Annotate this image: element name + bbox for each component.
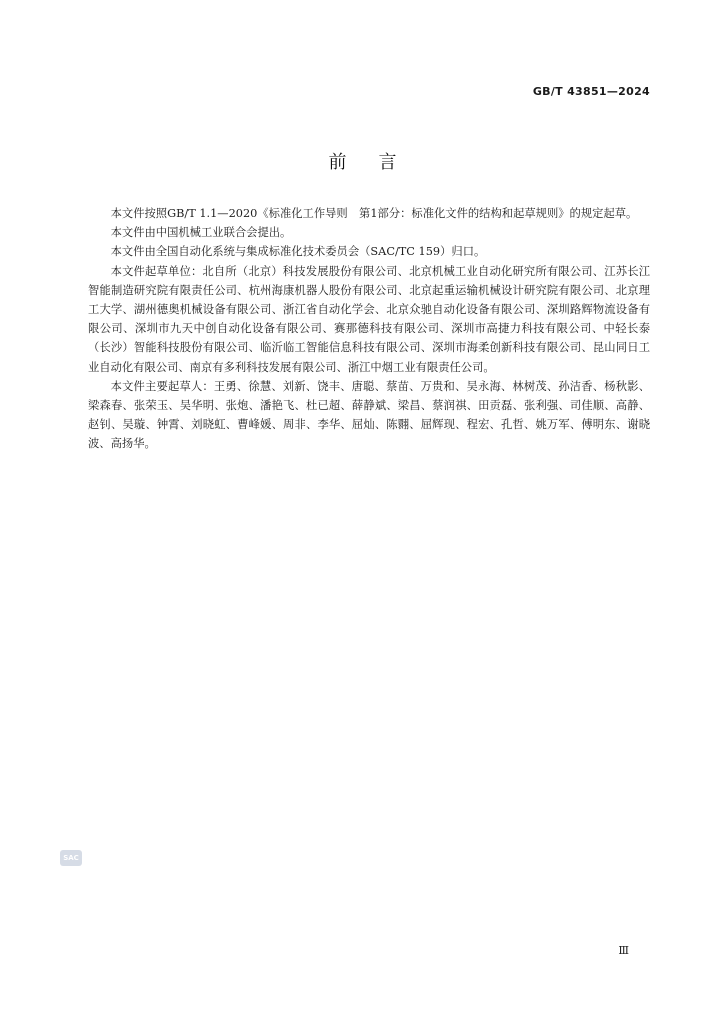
paragraph-proposer: 本文件由中国机械工业联合会提出。 bbox=[110, 226, 292, 240]
standard-number: GB/T 43851—2024 bbox=[532, 85, 650, 98]
page-title: 前言 bbox=[328, 152, 429, 173]
paragraph-technical-committee: 本文件由全国自动化系统与集成标准化技术委员会（SAC/TC 159）归口。 bbox=[110, 245, 486, 259]
foreword-body bbox=[88, 204, 650, 454]
page-number: Ⅲ bbox=[618, 944, 629, 957]
paragraph-drafting-organizations: 本文件起草单位：北自所（北京）科技发展股份有限公司、北京机械工业自动化研究所有限公司、江苏长江智能制造研究院有限责任公司、杭州海康机器人股份有限公司、北京起重运输机械设计研究院有限公司、北京理工大学、湖州德奥机械设备有限公司、浙江省自动化学会、北京众驰自动化设备有限公司、深圳路辉物流设备有限公司、深圳市九天中创自动化设备有限公司、赛那德科技有限公司、深圳市高捷力科技有限公司、中轻长泰（长沙）智能科技股份有限公司、临沂临工智能信息科技有限公司、深圳市海柔创新科技有限公司、昆山同日工业自动化有限公司、南京有多利科技发展有限公司、浙江中烟工业有限责任公司。 bbox=[88, 264, 650, 374]
paragraph-drafters: 本文件主要起草人：王勇、徐慧、刘新、饶丰、唐聪、蔡苗、万贵和、吴永海、林树茂、孙洁香、杨秋影、梁森春、张荣玉、吴华明、张炮、潘艳飞、杜已超、薛静斌、梁昌、蔡润祺、田贡磊、张利强、司佳顺、高静、赵钊、吴璇、钟霄、刘晓虹、曹峰媛、周非、李华、屈灿、陈翾、屈辉现、程宏、孔哲、姚万军、傅明东、谢晓波、高扬华。 bbox=[88, 379, 650, 451]
sac-watermark-logo: SAC bbox=[60, 850, 82, 866]
paragraph-drafting-rules: 本文件按照GB/T 1.1—2020《标准化工作导则 第1部分：标准化文件的结构和起草规则》的规定起草。 bbox=[110, 207, 638, 220]
